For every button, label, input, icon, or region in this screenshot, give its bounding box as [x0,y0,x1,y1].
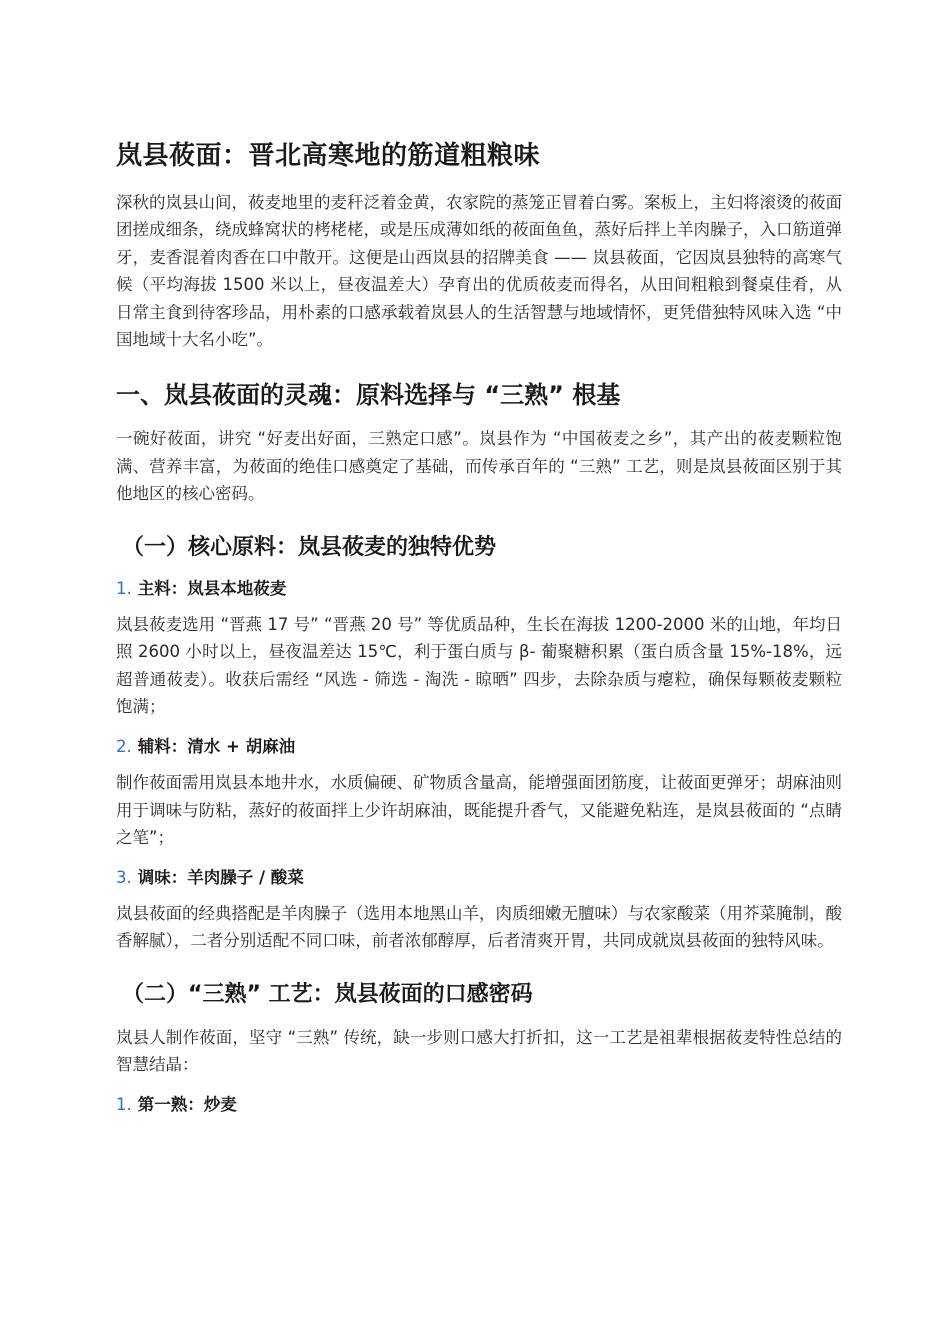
list-item-label: 调味：羊肉臊子 / 酸菜 [137,867,304,887]
list-item-label: 辅料：清水 + 胡麻油 [137,737,296,756]
list-number: 2. [116,737,132,756]
list-item-paragraph: 制作莜面需用岚县本地井水，水质偏硬、矿物质含量高，能增强面团筋度，让莜面更弹牙；胡麻油则用于调味与防粘，蒸好的莜面拌上少许胡麻油，既能提升香气，又能避免粘连，是岚县莜面的 “点睛之笔”； [116,773,842,848]
list-item-label: 主料：岚县本地莜麦 [137,578,287,598]
list-item-label: 第一熟：炒麦 [137,1094,237,1114]
list-item-paragraph: 岚县莜面的经典搭配是羊肉臊子（选用本地黑山羊，肉质细嫩无膻味）与农家酸菜（用芥菜腌制，酸香解腻），二者分别适配不同口味，前者浓郁醇厚，后者清爽开胃，共同成就岚县莜面的独特风味。 [116,903,842,951]
list-number: 3. [116,867,132,887]
page-title: 岚县莜面：晋北高寒地的筋道粗粮味 [116,141,541,171]
subsection-heading-2: （二）“三熟” 工艺：岚县莜面的口感密码 [122,981,533,1007]
list-item-paragraph: 岚县莜麦选用 “晋燕 17 号” “晋燕 20 号” 等优质品种，生长在海拔 1200-2000 米的山地，年均日照 2600 小时以上，昼夜温差达 15℃，利于蛋白质与 β- 葡聚糖积累（蛋白质含量 15%-18%，远超普通莜麦）。收获后需经 “风选 - 筛选 - 淘洗 - 晾晒” 四步，去除杂质与瘪粒，确保每颗莜麦颗粒饱满； [116,614,842,717]
list-item-title [116,866,842,890]
section-heading-1: 一、岚县莜面的灵魂：原料选择与 “三熟” 根基 [116,381,621,410]
intro-paragraph: 深秋的岚县山间，莜麦地里的麦秆泛着金黄，农家院的蒸笼正冒着白雾。案板上，主妇将滚烫的莜面团搓成细条，绕成蜂窝状的栲栳栳，或是压成薄如纸的莜面鱼鱼，蒸好后拌上羊肉臊子，入口筋道弹牙，麦香混着肉香在口中散开。这便是山西岚县的招牌美食 —— 岚县莜面，它因岚县独特的高寒气候（平均海拔 1500 米以上，昼夜温差大）孕育出的优质莜麦而得名，从田间粗粮到餐桌佳肴，从日常主食到待客珍品，用朴素的口感承载着岚县人的生活智慧与地域情怀，更凭借独特风味入选 “中国地域十大名小吃”。 [116,192,842,350]
document-page [116,140,842,1127]
list-item-title [116,735,842,759]
subsection-heading-1: （一）核心原料：岚县莜麦的独特优势 [122,535,497,561]
list-number: 1. [116,578,132,598]
list-number: 1. [116,1094,132,1114]
list-item-title [116,1093,842,1117]
list-item-title [116,577,842,601]
subsection-2-paragraph: 岚县人制作莜面，坚守 “三熟” 传统，缺一步则口感大打折扣，这一工艺是祖辈根据莜麦特性总结的智慧结晶： [116,1027,842,1075]
section-1-paragraph: 一碗好莜面，讲究 “好麦出好面，三熟定口感”。岚县作为 “中国莜麦之乡”，其产出的莜麦颗粒饱满、营养丰富，为莜面的绝佳口感奠定了基础，而传承百年的 “三熟” 工艺，则是岚县莜面区别于其他地区的核心密码。 [116,429,842,504]
